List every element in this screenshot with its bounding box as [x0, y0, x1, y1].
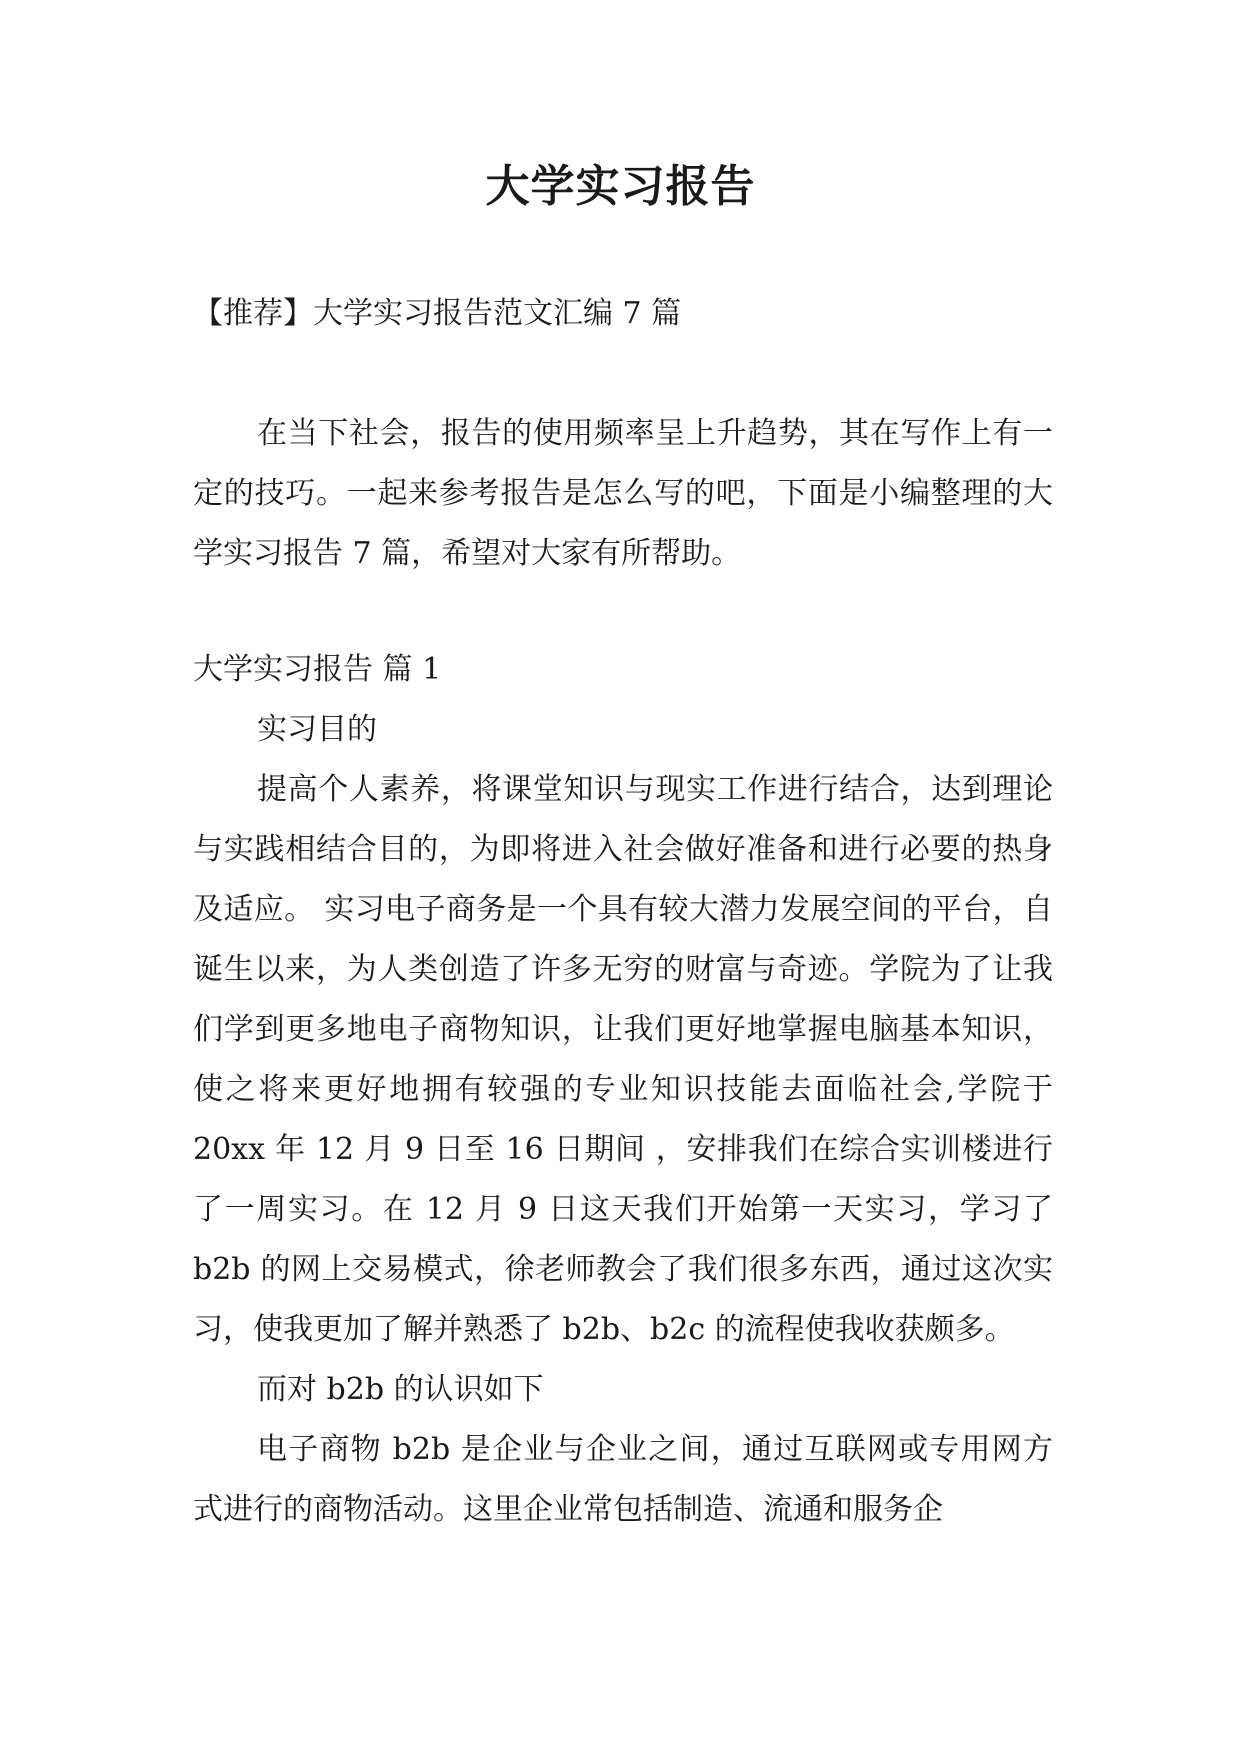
- section-paragraph-2: 电子商物 b2b 是企业与企业之间，通过互联网或专用网方式进行的商物活动。这里企业常包括制造、流通和服务企: [193, 1432, 1053, 1527]
- page-title: 大学实习报告: [485, 161, 756, 212]
- intro-paragraph: 在当下社会，报告的使用频率呈上升趋势，其在写作上有一定的技巧。一起来参考报告是怎么写的吧，下面是小编整理的大学实习报告 7 篇，希望对大家有所帮助。: [193, 416, 1053, 571]
- purpose-label: 实习目的: [257, 712, 377, 747]
- section-paragraph-1: 提高个人素养，将课堂知识与现实工作进行结合，达到理论与实践相结合目的，为即将进入社会做好准备和进行必要的热身及适应。 实习电子商务是一个具有较大潜力发展空间的平台，自诞生以来，为人类创造了许多无穷的财富与奇迹。学院为了让我们学到更多地电子商物知识，让我们更好地掌握电脑基本知识，使之将来更好地拥有较强的专业知识技能去面临社会,学院于 20xx 年 12 月 9 日至 16 日期间 ，安排我们在综合实训楼进行了一周实习。在 12 月 9 日这天我们开始第一天实习，学习了 b2b 的网上交易模式，徐老师教会了我们很多东西，通过这次实习，使我更加了解并熟悉了 b2b、b2c 的流程使我收获颇多。: [193, 772, 1053, 1347]
- section-heading: 大学实习报告 篇 1: [193, 652, 442, 687]
- b2b-label: 而对 b2b 的认识如下: [257, 1372, 544, 1407]
- section-1: [193, 640, 1053, 1540]
- document-subtitle: 【推荐】大学实习报告范文汇编 7 篇: [193, 296, 682, 331]
